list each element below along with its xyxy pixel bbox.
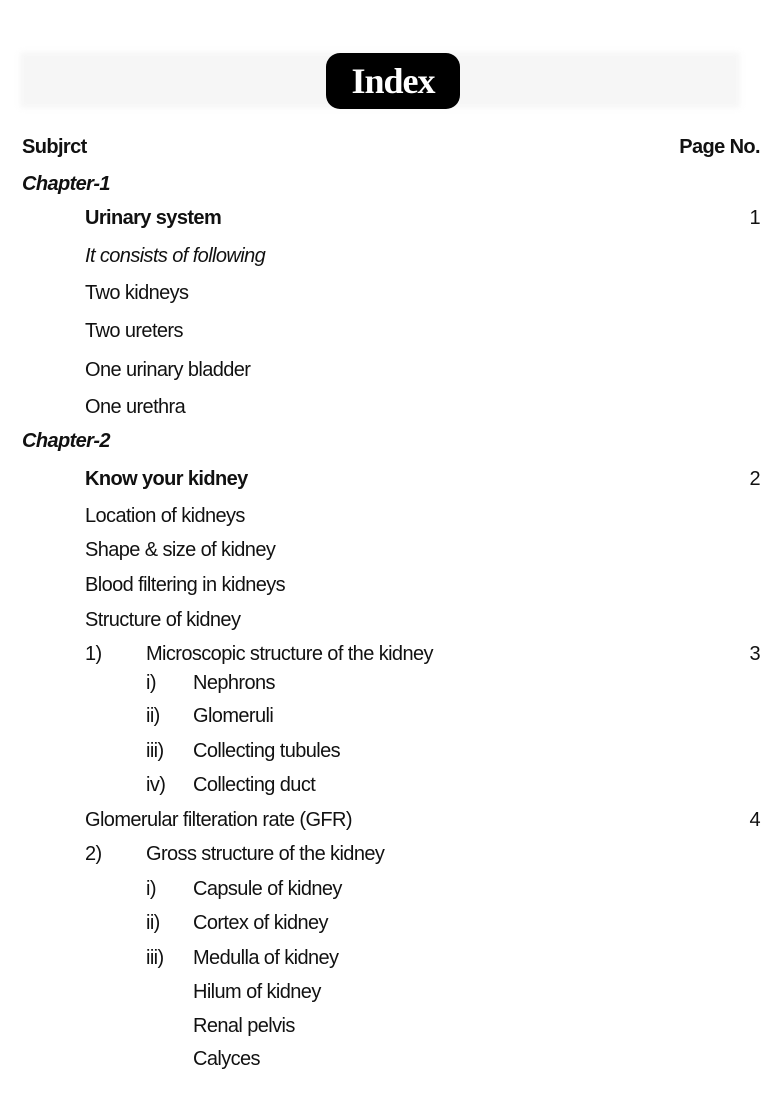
index-entry	[0, 606, 780, 634]
index-entry	[0, 536, 780, 564]
index-entry	[0, 702, 780, 730]
entry-text: Nephrons	[193, 672, 275, 694]
index-entry	[0, 465, 780, 493]
index-entry	[0, 1012, 780, 1040]
entry-text: Hilum of kidney	[193, 981, 321, 1003]
entry-text: It consists of following	[85, 245, 266, 267]
index-entry	[0, 840, 780, 868]
index-entry	[0, 737, 780, 765]
entry-number: iii)	[146, 947, 164, 969]
index-entry	[0, 502, 780, 530]
entry-number: 2)	[85, 843, 102, 865]
page-column-label: Page No.	[679, 136, 760, 158]
entry-text: Two kidneys	[85, 282, 189, 304]
index-entry	[0, 978, 780, 1006]
entry-number: iii)	[146, 740, 164, 762]
index-entry	[0, 669, 780, 697]
entry-text: Urinary system	[85, 207, 222, 229]
entry-number: ii)	[146, 705, 160, 727]
entry-text: Shape & size of kidney	[85, 539, 276, 561]
entry-text: Know your kidney	[85, 468, 248, 490]
index-entry	[0, 640, 780, 668]
entry-number: i)	[146, 672, 156, 694]
entry-text: Two ureters	[85, 320, 183, 342]
index-entry	[0, 170, 780, 198]
index-title: Index	[326, 53, 460, 109]
entry-text: Collecting tubules	[193, 740, 341, 762]
entry-text: Location of kidneys	[85, 505, 245, 527]
entry-text: Structure of kidney	[85, 609, 241, 631]
entry-text: Medulla of kidney	[193, 947, 339, 969]
index-entry	[0, 317, 780, 345]
entry-text: Cortex of kidney	[193, 912, 328, 934]
index-entry	[0, 242, 780, 270]
entry-number: ii)	[146, 912, 160, 934]
entry-text: Collecting duct	[193, 774, 316, 796]
entry-text: Renal pelvis	[193, 1015, 295, 1037]
entry-text: Gross structure of the kidney	[146, 843, 385, 865]
column-headers	[0, 133, 780, 161]
entry-text: One urethra	[85, 396, 186, 418]
index-entry	[0, 1045, 780, 1073]
index-entry	[0, 909, 780, 937]
chapter-heading: Chapter-2	[22, 430, 110, 452]
page-number: 1	[749, 207, 760, 229]
entry-text: Blood filtering in kidneys	[85, 574, 286, 596]
page-number: 3	[749, 643, 760, 665]
entry-text: Calyces	[193, 1048, 260, 1070]
index-entry	[0, 771, 780, 799]
index-entry	[0, 806, 780, 834]
index-entry	[0, 875, 780, 903]
index-entry	[0, 571, 780, 599]
entry-text: Capsule of kidney	[193, 878, 342, 900]
index-entry	[0, 427, 780, 455]
page-number: 2	[749, 468, 760, 490]
page-number: 4	[749, 809, 760, 831]
subject-column-label: Subjrct	[22, 136, 87, 158]
entry-number: i)	[146, 878, 156, 900]
index-entry	[0, 944, 780, 972]
index-entry	[0, 393, 780, 421]
entry-text: One urinary bladder	[85, 359, 251, 381]
chapter-heading: Chapter-1	[22, 173, 110, 195]
index-entry	[0, 356, 780, 384]
entry-text: Microscopic structure of the kidney	[146, 643, 433, 665]
entry-number: 1)	[85, 643, 102, 665]
entry-number: iv)	[146, 774, 166, 796]
entry-text: Glomeruli	[193, 705, 274, 727]
entry-text: Glomerular filteration rate (GFR)	[85, 809, 352, 831]
index-entry	[0, 279, 780, 307]
index-entry	[0, 204, 780, 232]
